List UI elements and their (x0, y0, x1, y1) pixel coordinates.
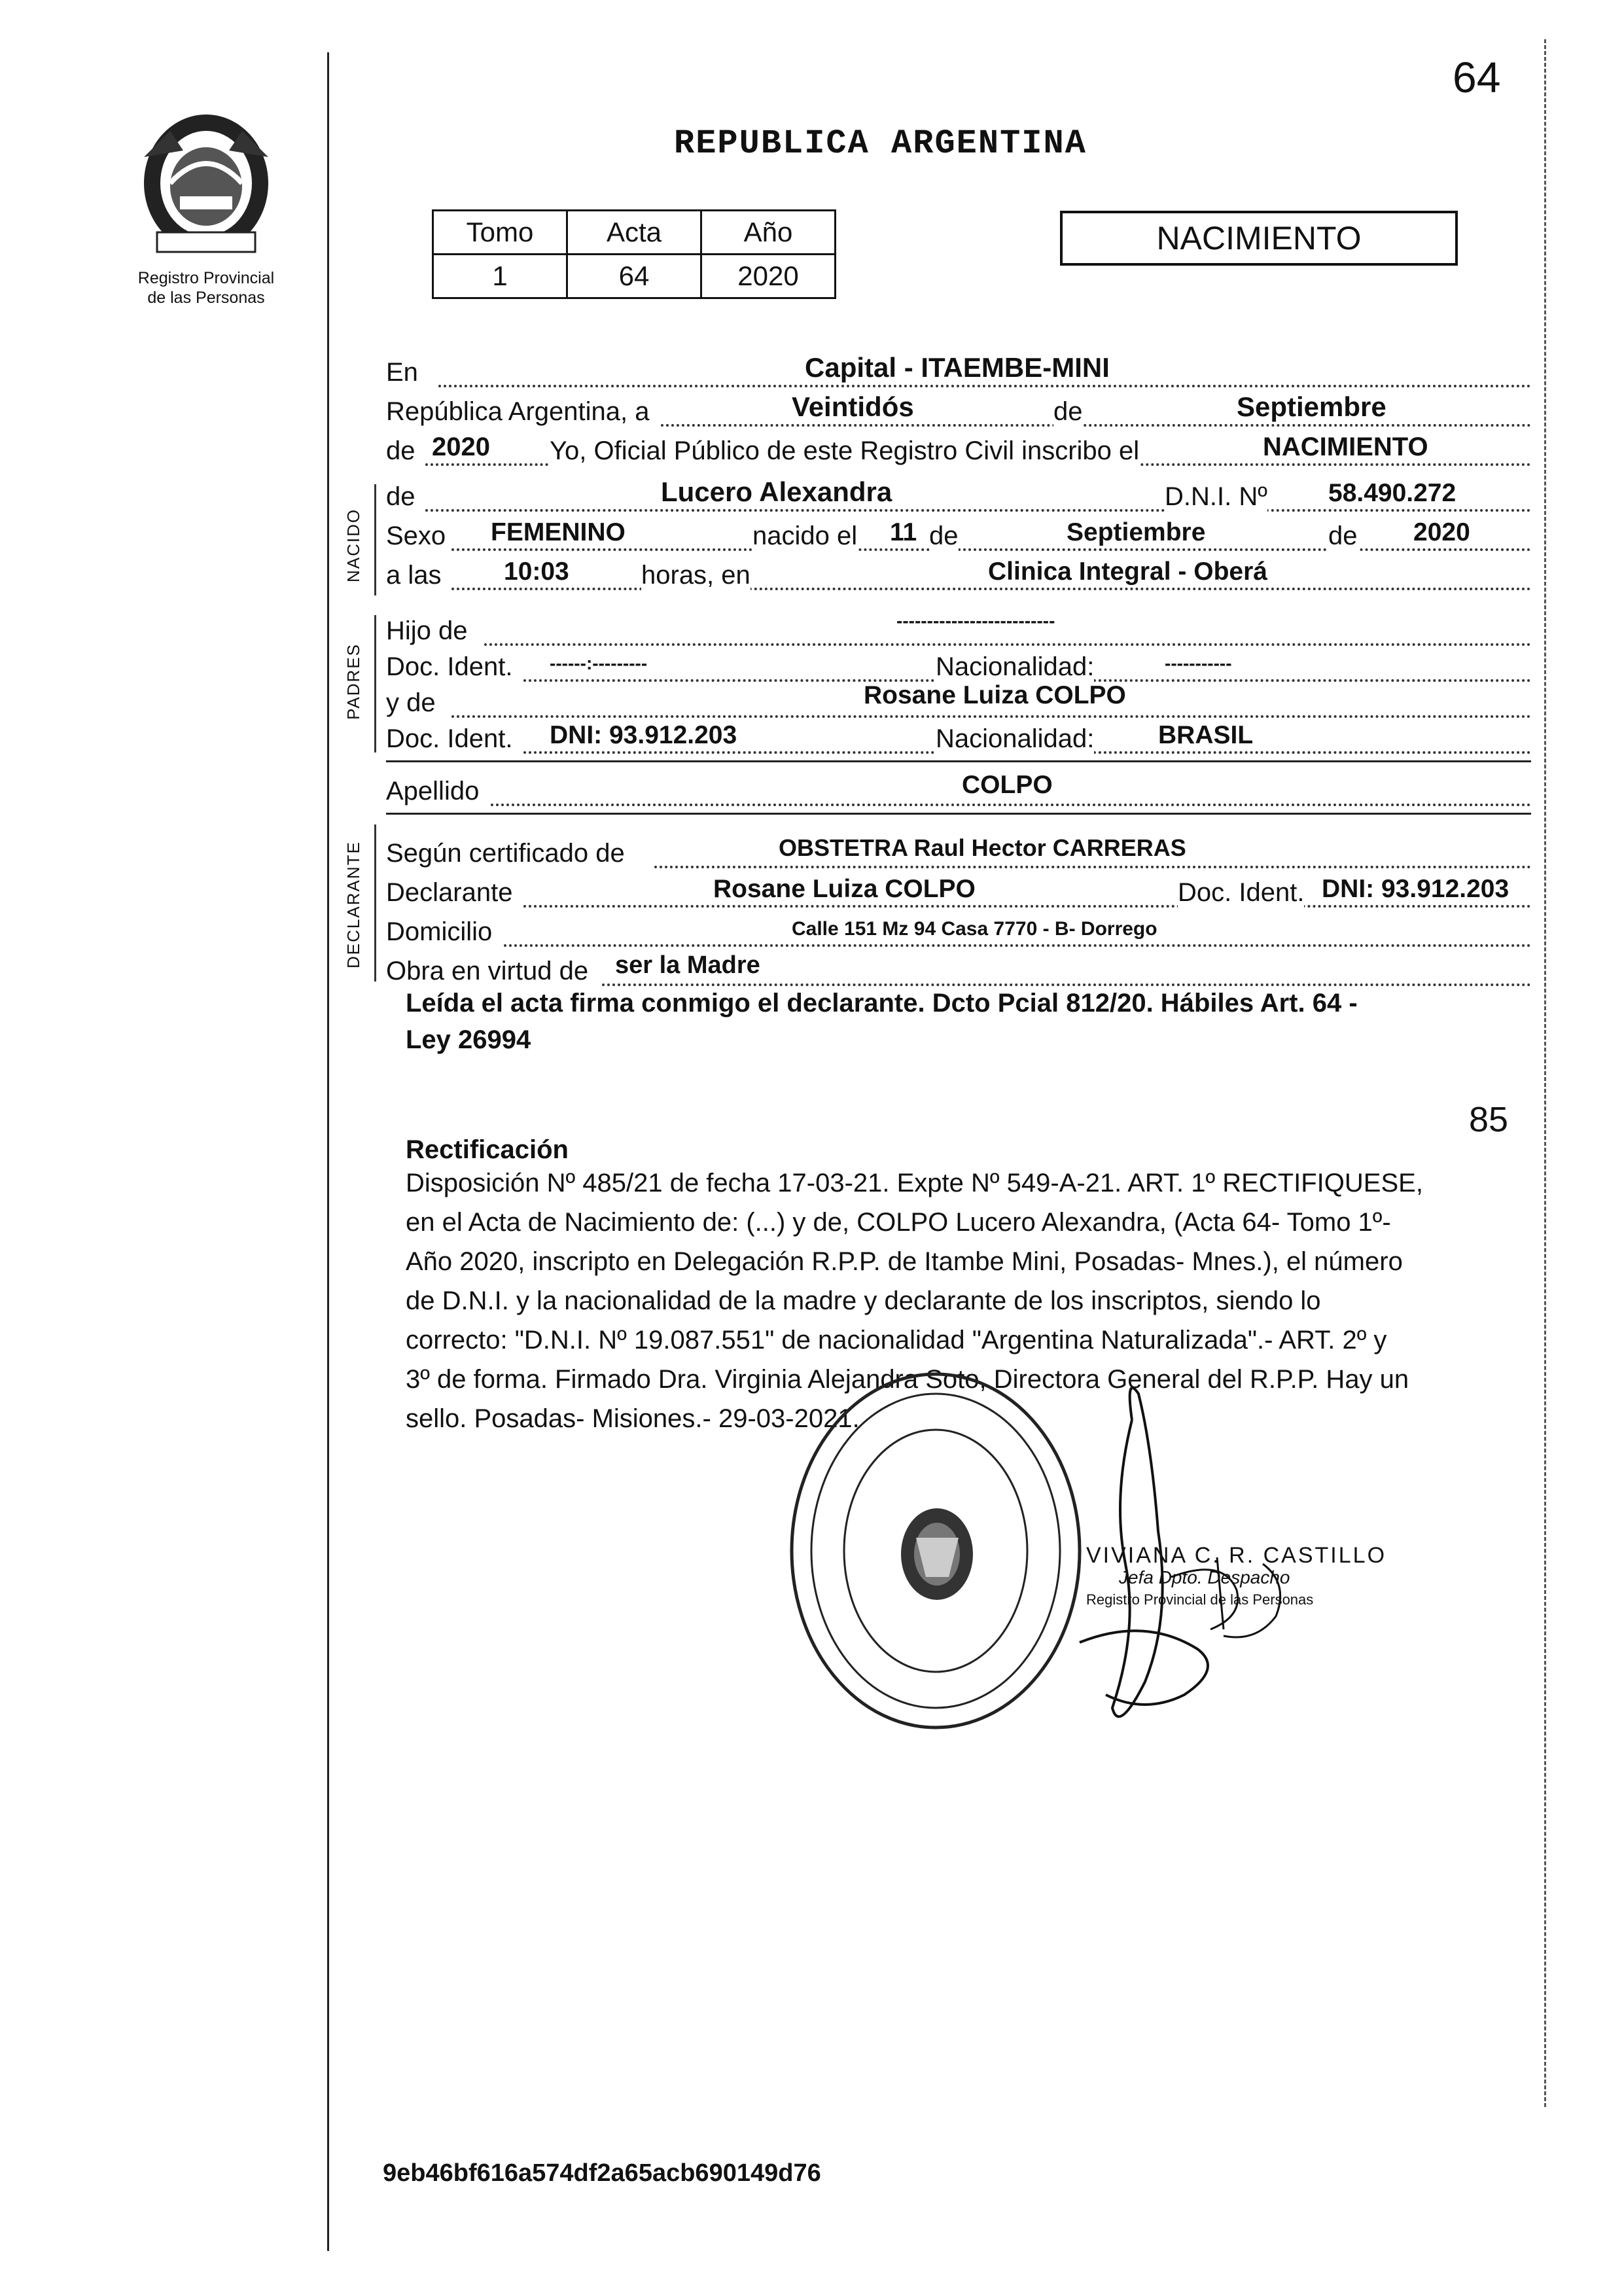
signer-name: VIVIANA C. R. CASTILLO (1086, 1543, 1387, 1568)
horas-label: horas, en (641, 561, 750, 590)
dots (484, 643, 1531, 646)
act-type-box: NACIMIENTO (1060, 211, 1458, 266)
certificado-label: Según certificado de (386, 839, 625, 868)
rectificacion-title: Rectificación (406, 1135, 569, 1164)
nac2-label: Nacionalidad: (936, 724, 1095, 753)
acta-value-tomo: 1 (433, 255, 567, 298)
nac2-value: BRASIL (1158, 721, 1254, 749)
mes-value: Septiembre (1237, 391, 1386, 422)
signer-role: Jefa Dpto. Despacho (1119, 1567, 1290, 1587)
hora-value: 10:03 (504, 558, 569, 586)
dia-value: Veintidós (792, 391, 914, 422)
nac1-label: Nacionalidad: (936, 652, 1095, 681)
dots (451, 588, 1531, 590)
nacido-anio: 2020 (1413, 518, 1470, 546)
dots (661, 424, 1531, 427)
doc2-label: Doc. Ident. (386, 724, 513, 753)
obra-value: ser la Madre (615, 951, 760, 979)
side-label-nacido: NACIDO (344, 508, 363, 582)
row-nombre (386, 478, 1531, 517)
left-margin-line (327, 52, 329, 2251)
acta-table (432, 209, 836, 299)
acta-value-anio: 2020 (701, 255, 836, 298)
closing-line2: Ley 26994 (406, 1025, 531, 1054)
province-seal-logo (131, 105, 281, 262)
registry-name (98, 268, 314, 308)
apellido-label: Apellido (386, 777, 480, 806)
row-republica (386, 393, 1531, 432)
dots (504, 944, 1531, 947)
nacido-mes: Septiembre (1067, 518, 1206, 546)
dots (451, 548, 1531, 551)
side-label-declarante: DECLARANTE (344, 841, 363, 968)
sexo-value: FEMENINO (491, 518, 626, 546)
dni-value: 58.490.272 (1328, 479, 1456, 507)
yde-label: y de (386, 688, 436, 717)
de-label-4: de (929, 522, 959, 550)
dots (654, 866, 1531, 868)
registry-line1: Registro Provincial (137, 269, 275, 287)
en-label: En (386, 358, 418, 387)
closing-line1: Leída el acta firma conmigo el declarante. Dcto Pcial 812/20. Hábiles Art. 64 - (406, 989, 1358, 1018)
domicilio-label: Domicilio (386, 917, 493, 946)
en-value: Capital - ITAEMBE-MINI (805, 352, 1110, 383)
separator-line-2 (386, 813, 1531, 815)
nacido-dia: 11 (890, 518, 917, 546)
declarante-label: Declarante (386, 878, 513, 907)
registry-line2: de las Personas (147, 289, 265, 307)
hijo-value: -------------------------- (896, 611, 1055, 631)
de-label-3: de (386, 482, 415, 511)
republica-label: República Argentina, a (386, 397, 650, 426)
madre-value: Rosane Luiza COLPO (864, 681, 1126, 709)
separator-line (386, 760, 1531, 762)
page-number: 64 (1453, 53, 1501, 101)
closing-text (406, 985, 1531, 1058)
dni-label: D.N.I. Nº (1165, 482, 1267, 511)
a-las-label: a las (386, 561, 442, 590)
dots (438, 385, 1531, 387)
inscribo-value: NACIMIENTO (1263, 433, 1428, 461)
declarante-doc-label: Doc. Ident. (1178, 878, 1305, 907)
rect-line: correcto: "D.N.I. Nº 19.087.551" de nacionalidad "Argentina Naturalizada".- ART. 2º y (406, 1326, 1387, 1355)
nombre-value: Lucero Alexandra (661, 476, 892, 507)
apellido-value: COLPO (962, 771, 1053, 799)
row-doc2 (386, 720, 1531, 759)
rect-line: 3º de forma. Firmado Dra. Virginia Alejandra Soto, Directora General del R.P.P. Hay un (406, 1365, 1409, 1394)
document-hash: 9eb46bf616a574df2a65acb690149d76 (383, 2159, 821, 2187)
province-seal-icon (131, 105, 281, 262)
domicilio-value: Calle 151 Mz 94 Casa 7770 - B- Dorrego (792, 918, 1157, 940)
declarante-value: Rosane Luiza COLPO (713, 875, 976, 903)
row-certificado (386, 834, 1531, 874)
nacido-label: nacido el (752, 522, 858, 550)
rect-line: en el Acta de Nacimiento de: (...) y de, COLPO Lucero Alexandra, (Acta 64- Tomo 1º- (406, 1208, 1391, 1237)
rect-line: de D.N.I. y la nacionalidad de la madre y declarante de los inscriptos, siendo lo (406, 1286, 1321, 1315)
side-label-padres: PADRES (344, 643, 363, 720)
acta-value-acta: 64 (567, 255, 701, 298)
side-bar-declarante (374, 824, 376, 982)
nac1-value: ----------- (1165, 653, 1232, 673)
row-declarante (386, 874, 1531, 913)
doc1-value: ------:--------- (550, 653, 648, 673)
rect-line: Año 2020, inscripto en Delegación R.P.P. de Itambe Mini, Posadas- Mnes.), el número (406, 1247, 1403, 1276)
doc1-label: Doc. Ident. (386, 652, 513, 681)
rect-line: sello. Posadas- Misiones.- 29-03-2021. (406, 1404, 860, 1433)
acta-header-tomo: Tomo (433, 211, 567, 255)
country-title: REPUBLICA ARGENTINA (674, 124, 1087, 163)
acta-header-acta: Acta (567, 211, 701, 255)
de-label-5: de (1328, 522, 1358, 550)
dots (451, 715, 1531, 718)
dots (523, 905, 1531, 908)
hijo-label: Hijo de (386, 616, 468, 645)
row-domicilio (386, 913, 1531, 952)
row-hijo (386, 612, 1531, 651)
acta-header-anio: Año (701, 211, 836, 255)
rect-line: Disposición Nº 485/21 de fecha 17-03-21. Expte Nº 549-A-21. ART. 1º RECTIFIQUESE, (406, 1169, 1423, 1197)
signer-stamp (1086, 1544, 1426, 1611)
signer-office: Registro Provincial de las Personas (1086, 1591, 1314, 1608)
row-hora (386, 556, 1531, 595)
dots (491, 804, 1531, 806)
obra-label: Obra en virtud de (386, 957, 589, 985)
side-bar-padres (374, 615, 376, 753)
de-label: de (1053, 397, 1083, 426)
de-label-2: de (386, 436, 415, 465)
anio-value: 2020 (432, 433, 490, 461)
row-apellido (386, 772, 1531, 811)
doc2-value: DNI: 93.912.203 (550, 721, 737, 749)
side-bar-nacido (374, 484, 376, 595)
oficial-label: Yo, Oficial Público de este Registro Civil inscribo el (550, 436, 1140, 465)
declarante-doc-value: DNI: 93.912.203 (1322, 875, 1509, 903)
lugar-value: Clinica Integral - Oberá (988, 558, 1267, 586)
certificado-value: OBSTETRA Raul Hector CARRERAS (779, 834, 1186, 861)
row-en (386, 353, 1531, 393)
sexo-label: Sexo (386, 522, 446, 550)
row-madre (386, 681, 1531, 723)
dots (425, 509, 1531, 512)
row-sexo (386, 517, 1531, 556)
rectificacion-number: 85 (1469, 1100, 1509, 1139)
right-margin-line (1544, 39, 1546, 2107)
row-oficial (386, 432, 1531, 471)
